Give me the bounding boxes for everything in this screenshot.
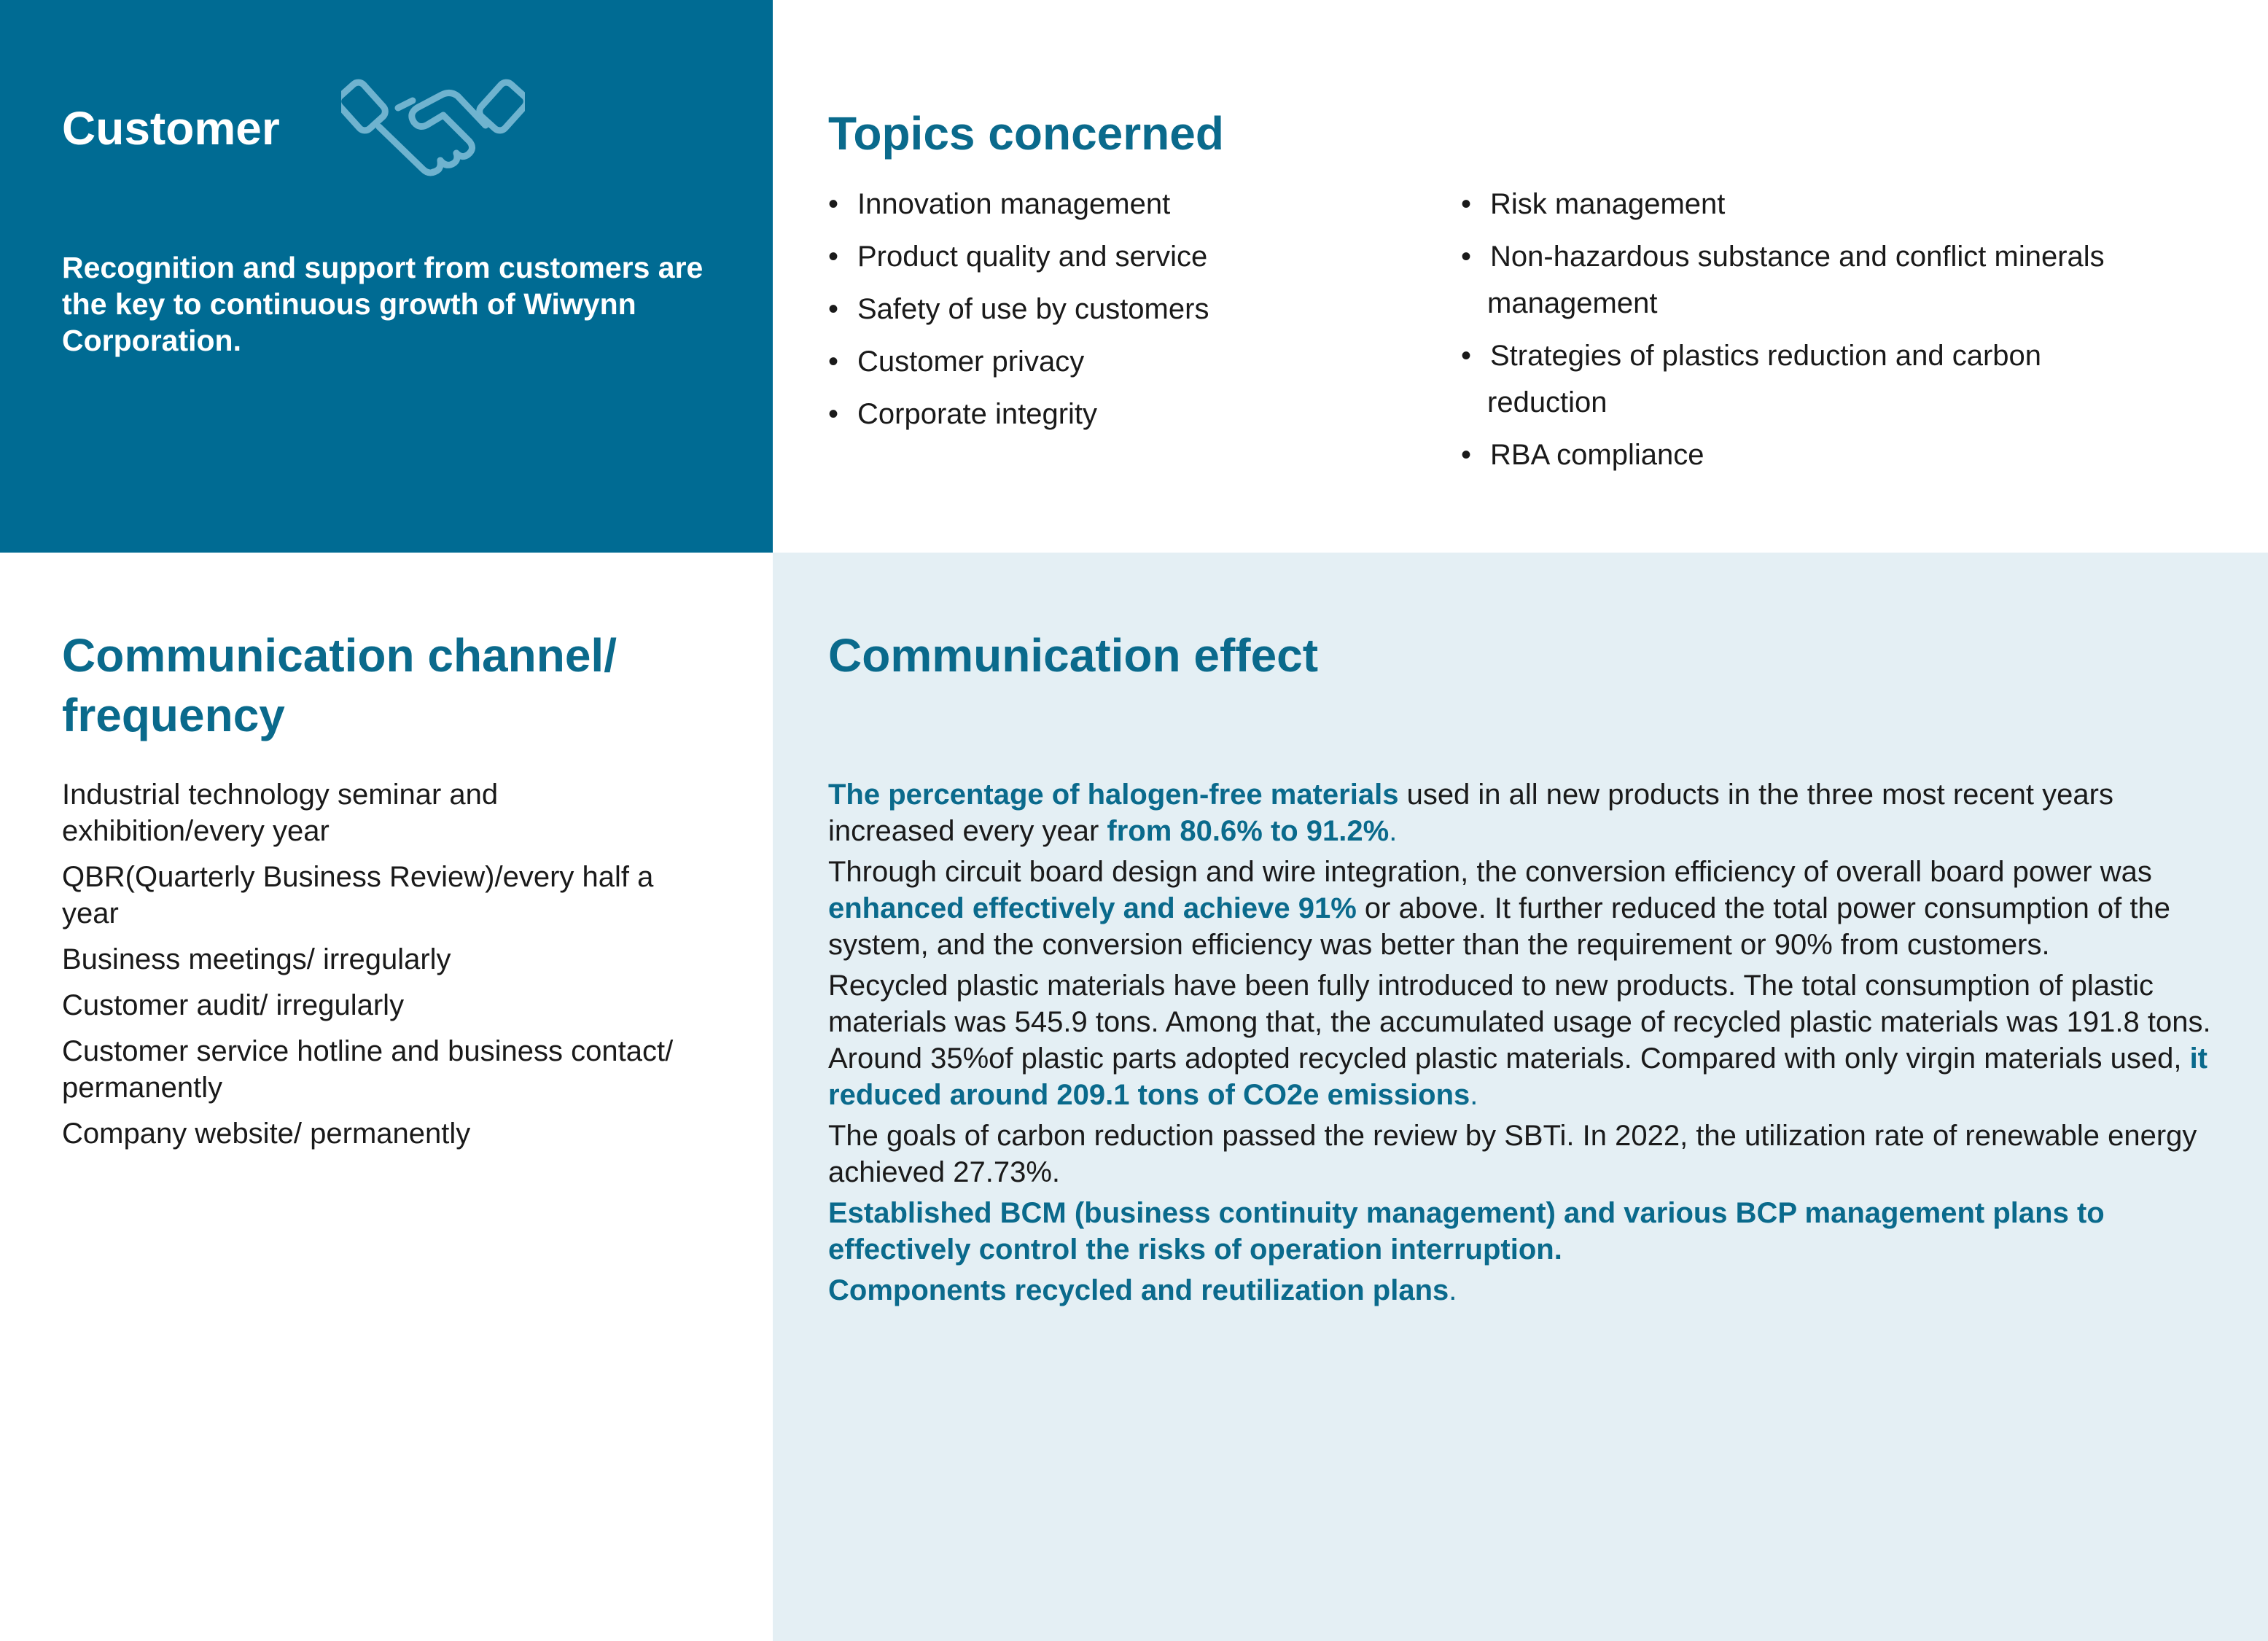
list-item: QBR(Quarterly Business Review)/every half a year (62, 861, 654, 929)
effect-paragraph-plastics: Recycled plastic materials have been fully introduced to new products. The total consumption of plastic materials was 545.9 tons. Among that, the accumulated usage of recycled plastic materials was 191.8 tons. Around 35%of plastic parts adopted recycled plastic materials. Compared with only virgin materials used, it reduced around 209.1 tons of CO2e emissions. (828, 970, 2211, 1111)
channel-list (62, 776, 689, 1161)
list-item: Business meetings/ irregularly (62, 943, 451, 975)
effect-paragraph-power: Through circuit board design and wire integration, the conversion efficiency of overall board power was enhanced effectively and achieve 91% or above. It further reduced the total power consumption of the system, and the conversion efficiency was better than the requirement or 90% from customers. (828, 856, 2171, 961)
list-item: • RBA compliance (1461, 432, 2205, 478)
effect-paragraph-sbti: The goals of carbon reduction passed the review by SBTi. In 2022, the utilization rate of renewable energy achieved 27.73%. (828, 1120, 2197, 1188)
list-item: • Strategies of plastics reduction and carbon reduction (1461, 332, 2205, 426)
effect-title: Communication effect (828, 629, 1319, 682)
topics-list-left (828, 181, 1426, 443)
effect-body (828, 776, 2235, 1313)
handshake-icon (341, 60, 525, 185)
bullet-icon: • (828, 293, 839, 325)
channel-title: Communication channel/ frequency (62, 629, 617, 741)
topics-title: Topics concerned (828, 107, 1224, 160)
list-item: • Customer privacy (828, 338, 1426, 385)
list-item: • Innovation management (828, 181, 1426, 227)
bullet-icon: • (828, 188, 839, 220)
customer-title: Customer (62, 102, 280, 155)
list-item: Company website/ permanently (62, 1118, 471, 1150)
effect-panel (773, 553, 2268, 1641)
effect-paragraph-bcm: Established BCM (business continuity management) and various BCP management plans to effectively control the risks of operation interruption. (828, 1197, 2105, 1266)
bullet-icon: • (1461, 188, 1472, 220)
topics-list-right (1461, 181, 2205, 484)
bullet-icon: • (1461, 340, 1472, 372)
list-item: • Safety of use by customers (828, 286, 1426, 332)
list-item: • Non-hazardous substance and conflict minerals management (1461, 233, 2205, 327)
bullet-icon: • (828, 241, 839, 273)
bullet-icon: • (828, 346, 839, 378)
bullet-icon: • (1461, 439, 1472, 471)
effect-paragraph-halogen: The percentage of halogen-free materials used in all new products in the three most recent years increased every year from 80.6% to 91.2%. (828, 779, 2113, 847)
bullet-icon: • (1461, 241, 1472, 273)
list-item: Customer service hotline and business contact/ permanently (62, 1035, 674, 1104)
list-item: • Product quality and service (828, 233, 1426, 280)
list-item: • Corporate integrity (828, 391, 1426, 437)
customer-panel (0, 0, 773, 553)
list-item: • Risk management (1461, 181, 2205, 227)
bullet-icon: • (828, 398, 839, 430)
list-item: Industrial technology seminar and exhibition/every year (62, 779, 499, 847)
customer-description: Recognition and support from customers are the key to continuous growth of Wiwynn Corporation. (62, 251, 704, 357)
list-item: Customer audit/ irregularly (62, 989, 405, 1021)
effect-paragraph-recycle: Components recycled and reutilization plans. (828, 1274, 1457, 1306)
topics-panel (773, 0, 2268, 553)
